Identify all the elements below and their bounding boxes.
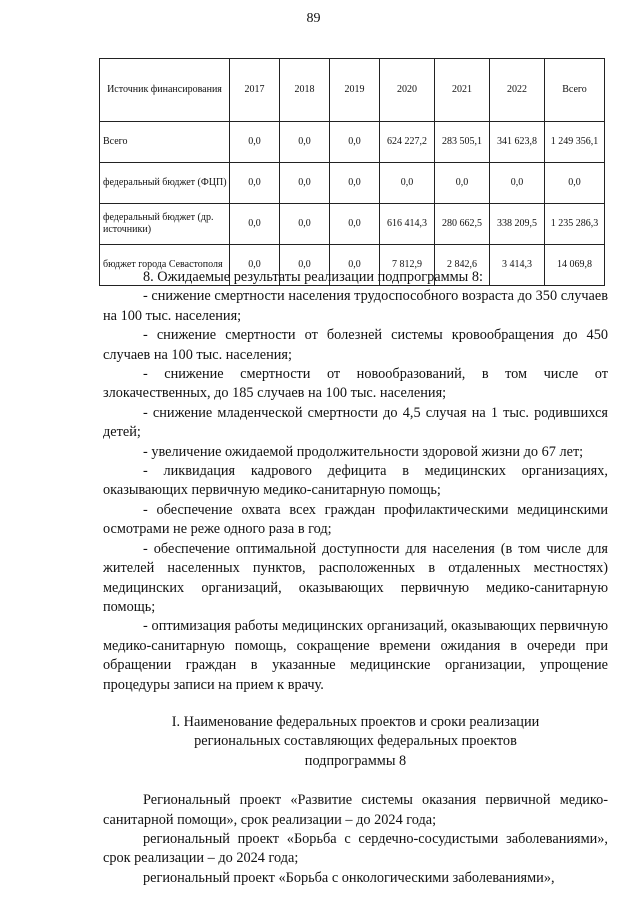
page-number: 89 <box>306 11 321 26</box>
document-body <box>103 268 608 888</box>
header-2020: 2020 <box>380 59 435 122</box>
cell-value: 0,0 <box>230 204 280 245</box>
cell-value: 0,0 <box>330 245 380 286</box>
row-source: федеральный бюджет (др. источники) <box>100 204 230 245</box>
cell-value: 338 209,5 <box>490 204 545 245</box>
section-title: 8. Ожидаемые результаты реализации подпрограммы 8: <box>143 269 483 285</box>
cell-value: 0,0 <box>490 163 545 204</box>
cell-value: 0,0 <box>380 163 435 204</box>
table-header-row <box>100 59 605 122</box>
row-source: бюджет города Севастополя <box>100 245 230 286</box>
paragraph: региональный проект «Борьба с сердечно-сосудистыми заболеваниями», срок реализации – до 2024 года; <box>103 830 608 867</box>
table-row <box>100 122 605 163</box>
cell-value: 2 842,6 <box>435 245 490 286</box>
cell-value: 0,0 <box>545 163 605 204</box>
cell-value: 3 414,3 <box>490 245 545 286</box>
section-heading-line: подпрограммы 8 <box>304 752 407 769</box>
header-2019: 2019 <box>330 59 380 122</box>
row-source: федеральный бюджет (ФЦП) <box>100 163 230 204</box>
list-item: - снижение младенческой смертности до 4,5 случая на 1 тыс. родившихся детей; <box>103 404 608 441</box>
header-2021: 2021 <box>435 59 490 122</box>
paragraph: Региональный проект «Развитие системы оказания первичной медико-санитарной помощи», срок реализации – до 2024 года; <box>103 792 608 828</box>
cell-value: 1 249 356,1 <box>545 122 605 163</box>
section-heading-line: региональных составляющих федеральных проектов <box>194 733 517 750</box>
financing-table <box>99 58 605 286</box>
section-heading <box>103 713 608 771</box>
cell-value: 0,0 <box>230 245 280 286</box>
list-item: - снижение смертности населения трудоспособного возраста до 350 случаев на 100 тыс. населения; <box>103 288 608 324</box>
table-row <box>100 163 605 204</box>
header-2017: 2017 <box>230 59 280 122</box>
cell-value: 0,0 <box>230 122 280 163</box>
cell-value: 0,0 <box>280 122 330 163</box>
cell-value: 0,0 <box>280 204 330 245</box>
list-item: - снижение смертности от болезней системы кровообращения до 450 случаев на 100 тыс. населения; <box>103 327 608 363</box>
table-row <box>100 204 605 245</box>
cell-value: 0,0 <box>435 163 490 204</box>
list-item: - снижение смертности от новообразований, в том числе от злокачественных, до 185 случаев на 100 тыс. населения; <box>103 366 608 402</box>
list-item: - обеспечение оптимальной доступности для населения (в том числе для жителей населенных пунктов, расположенных в отдаленных местностях) медицинских организаций, оказывающих первичную медико-санитарную помощь; <box>103 540 608 615</box>
list-item: - увеличение ожидаемой продолжительности здоровой жизни до 67 лет; <box>143 443 584 460</box>
section-heading-line: I. Наименование федеральных проектов и сроки реализации <box>171 713 540 730</box>
cell-value: 0,0 <box>330 163 380 204</box>
cell-value: 0,0 <box>280 163 330 204</box>
cell-value: 7 812,9 <box>380 245 435 286</box>
cell-value: 1 235 286,3 <box>545 204 605 245</box>
cell-value: 0,0 <box>330 204 380 245</box>
header-2018: 2018 <box>280 59 330 122</box>
header-2022: 2022 <box>490 59 545 122</box>
cell-value: 14 069,8 <box>545 245 605 286</box>
header-total: Всего <box>545 59 605 122</box>
list-item: - оптимизация работы медицинских организаций, оказывающих первичную медико-санитарную помощь, сокращение времени ожидания в очереди при обращении граждан в указанные медицинские организации, упрощение процедуры записи на прием к врачу. <box>103 618 608 693</box>
cell-value: 341 623,8 <box>490 122 545 163</box>
cell-value: 0,0 <box>330 122 380 163</box>
paragraph: региональный проект «Борьба с онкологическими заболеваниями», <box>143 869 555 886</box>
list-item: - ликвидация кадрового дефицита в медицинских организациях, оказывающих первичную медико-санитарную помощь; <box>103 463 608 499</box>
cell-value: 0,0 <box>230 163 280 204</box>
cell-value: 616 414,3 <box>380 204 435 245</box>
cell-value: 0,0 <box>280 245 330 286</box>
list-item: - обеспечение охвата всех граждан профилактическими медицинскими осмотрами не реже одного раза в год; <box>103 501 608 538</box>
header-source: Источник финансирования <box>100 59 230 122</box>
row-source: Всего <box>100 122 230 163</box>
cell-value: 280 662,5 <box>435 204 490 245</box>
cell-value: 624 227,2 <box>380 122 435 163</box>
cell-value: 283 505,1 <box>435 122 490 163</box>
